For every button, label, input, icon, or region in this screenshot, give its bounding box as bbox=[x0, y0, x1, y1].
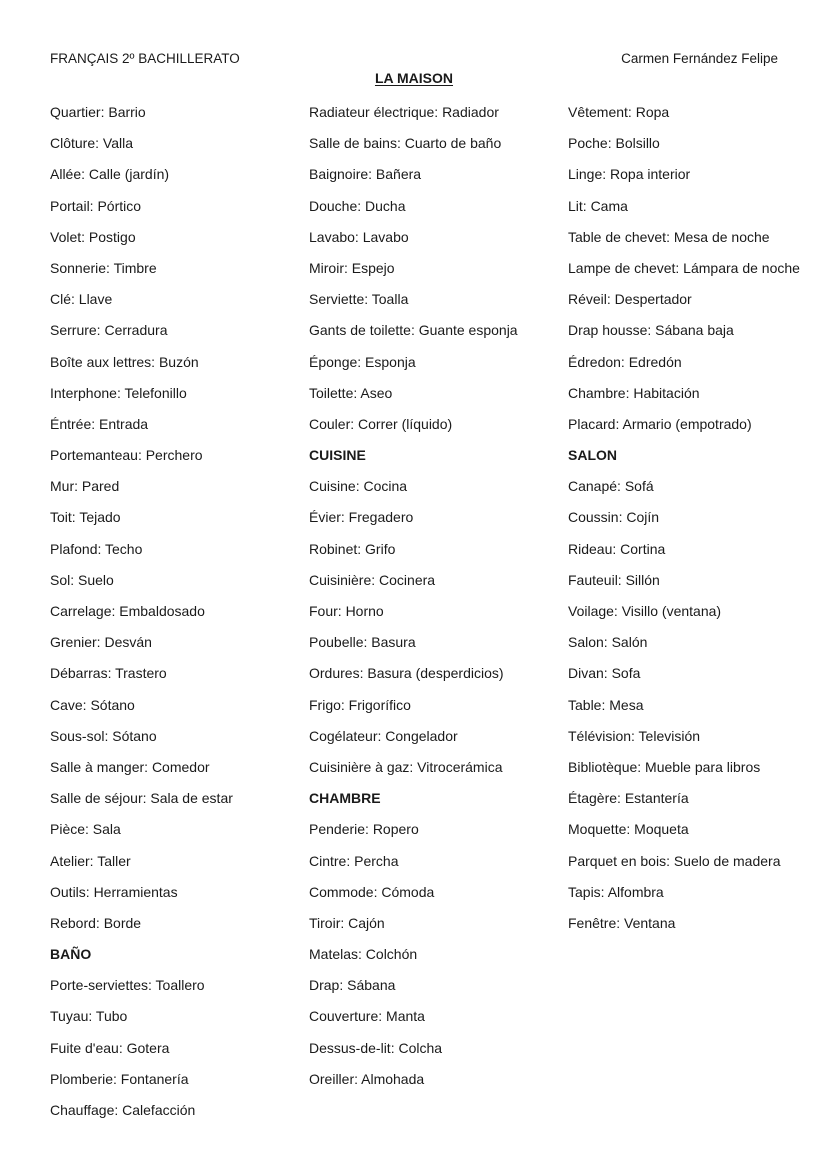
vocab-entry: Sous-sol: Sótano bbox=[50, 727, 157, 744]
vocab-entry: Cogélateur: Congelador bbox=[309, 727, 458, 744]
author-name: Carmen Fernández Felipe bbox=[621, 51, 778, 66]
vocab-column-3 bbox=[568, 102, 808, 944]
vocab-entry: Interphone: Telefonillo bbox=[50, 384, 187, 401]
vocab-entry: Fauteuil: Sillón bbox=[568, 571, 660, 588]
vocab-column-1 bbox=[50, 102, 290, 1131]
page-title: LA MAISON bbox=[374, 70, 454, 86]
vocab-entry: Salon: Salón bbox=[568, 634, 648, 651]
vocab-entry: Linge: Ropa interior bbox=[568, 166, 691, 183]
vocab-entry: Frigo: Frigorífico bbox=[309, 696, 411, 713]
vocab-entry: Édredon: Edredón bbox=[568, 353, 682, 370]
vocab-entry: Plafond: Techo bbox=[50, 540, 143, 557]
vocab-entry: Rebord: Borde bbox=[50, 914, 142, 931]
section-heading: CUISINE bbox=[309, 447, 366, 464]
vocab-entry: Douche: Ducha bbox=[309, 197, 406, 214]
vocab-entry: Canapé: Sofá bbox=[568, 478, 654, 495]
vocab-entry: Allée: Calle (jardín) bbox=[50, 166, 170, 183]
vocab-entry: Porte-serviettes: Toallero bbox=[50, 977, 205, 994]
vocab-entry: Parquet en bois: Suelo de madera bbox=[568, 852, 781, 869]
vocab-column-2 bbox=[309, 102, 549, 1100]
section-heading: BAÑO bbox=[50, 946, 92, 963]
vocab-entry: Mur: Pared bbox=[50, 478, 120, 495]
vocab-entry: Vêtement: Ropa bbox=[568, 104, 670, 120]
vocab-entry: Évier: Fregadero bbox=[309, 509, 414, 526]
vocab-entry: Salle de séjour: Sala de estar bbox=[50, 790, 233, 807]
vocab-entry: Débarras: Trastero bbox=[50, 665, 167, 682]
vocab-entry: Lavabo: Lavabo bbox=[309, 228, 409, 245]
vocab-entry: Lit: Cama bbox=[568, 197, 628, 214]
vocab-entry: Carrelage: Embaldosado bbox=[50, 603, 205, 619]
vocab-entry: Tapis: Alfombra bbox=[568, 883, 664, 900]
vocab-entry: Fuite d'eau: Gotera bbox=[50, 1039, 170, 1056]
vocab-entry: Boîte aux lettres: Buzón bbox=[50, 353, 199, 370]
vocab-entry: Miroir: Espejo bbox=[309, 259, 395, 276]
vocab-entry: Table de chevet: Mesa de noche bbox=[568, 228, 770, 245]
vocab-entry: Salle de bains: Cuarto de baño bbox=[309, 135, 502, 152]
vocab-entry: Serrure: Cerradura bbox=[50, 322, 168, 339]
vocab-entry: Robinet: Grifo bbox=[309, 540, 396, 557]
vocab-entry: Grenier: Desván bbox=[50, 634, 152, 651]
vocab-entry: Penderie: Ropero bbox=[309, 821, 419, 838]
vocab-entry: Tuyau: Tubo bbox=[50, 1008, 128, 1025]
vocab-entry: Oreiller: Almohada bbox=[309, 1070, 425, 1087]
vocab-entry: Couverture: Manta bbox=[309, 1008, 425, 1025]
vocab-entry: Réveil: Despertador bbox=[568, 291, 692, 308]
vocab-entry: Rideau: Cortina bbox=[568, 540, 666, 557]
vocab-entry: Gants de toilette: Guante esponja bbox=[309, 322, 518, 339]
vocab-entry: Matelas: Colchón bbox=[309, 946, 418, 963]
vocab-entry: Cuisine: Cocina bbox=[309, 478, 408, 495]
vocab-entry: Drap: Sábana bbox=[309, 977, 396, 994]
vocab-entry: Chambre: Habitación bbox=[568, 384, 700, 401]
vocab-entry: Portail: Pórtico bbox=[50, 197, 142, 214]
vocab-entry: Lampe de chevet: Lámpara de noche bbox=[568, 259, 800, 276]
vocab-entry: Étagère: Estantería bbox=[568, 790, 689, 807]
vocab-entry: Fenêtre: Ventana bbox=[568, 914, 676, 931]
vocab-entry: Sonnerie: Timbre bbox=[50, 259, 157, 276]
vocab-entry: Tiroir: Cajón bbox=[309, 914, 385, 931]
vocab-entry: Chauffage: Calefacción bbox=[50, 1102, 196, 1118]
vocab-entry: Plomberie: Fontanería bbox=[50, 1070, 189, 1087]
vocab-entry: Toit: Tejado bbox=[50, 509, 121, 526]
vocab-entry: Cuisinière: Cocinera bbox=[309, 571, 436, 588]
vocab-entry: Drap housse: Sábana baja bbox=[568, 322, 734, 339]
section-heading: CHAMBRE bbox=[309, 790, 381, 807]
vocab-entry: Cuisinière à gaz: Vitrocerámica bbox=[309, 758, 503, 775]
vocab-entry: Sol: Suelo bbox=[50, 571, 114, 588]
vocab-entry: Voilage: Visillo (ventana) bbox=[568, 603, 722, 619]
vocab-entry: Divan: Sofa bbox=[568, 665, 641, 682]
vocab-entry: Bibliotèque: Mueble para libros bbox=[568, 758, 761, 775]
vocab-entry: Éntrée: Entrada bbox=[50, 415, 149, 432]
vocab-entry: Portemanteau: Perchero bbox=[50, 447, 203, 464]
section-heading: SALON bbox=[568, 447, 617, 464]
vocab-entry: Clé: Llave bbox=[50, 291, 113, 308]
vocab-entry: Moquette: Moqueta bbox=[568, 821, 689, 838]
vocab-entry: Dessus-de-lit: Colcha bbox=[309, 1039, 443, 1056]
vocab-entry: Volet: Postigo bbox=[50, 228, 136, 245]
vocab-entry: Serviette: Toalla bbox=[309, 291, 409, 308]
vocab-entry: Télévision: Televisión bbox=[568, 727, 701, 744]
vocab-entry: Quartier: Barrio bbox=[50, 104, 146, 120]
vocab-entry: Placard: Armario (empotrado) bbox=[568, 415, 752, 432]
vocab-entry: Cave: Sótano bbox=[50, 696, 135, 713]
vocab-entry: Commode: Cómoda bbox=[309, 883, 435, 900]
vocab-entry: Cintre: Percha bbox=[309, 852, 399, 869]
vocab-entry: Poubelle: Basura bbox=[309, 634, 416, 651]
vocab-entry: Pièce: Sala bbox=[50, 821, 121, 838]
vocab-entry: Couler: Correr (líquido) bbox=[309, 415, 453, 432]
vocab-entry: Salle à manger: Comedor bbox=[50, 758, 210, 775]
vocab-entry: Outils: Herramientas bbox=[50, 883, 178, 900]
vocab-entry: Four: Horno bbox=[309, 603, 384, 619]
vocab-entry: Radiateur électrique: Radiador bbox=[309, 104, 499, 120]
vocab-entry: Toilette: Aseo bbox=[309, 384, 393, 401]
vocab-entry: Table: Mesa bbox=[568, 696, 644, 713]
vocab-entry: Coussin: Cojín bbox=[568, 509, 660, 526]
vocab-entry: Poche: Bolsillo bbox=[568, 135, 660, 152]
vocab-entry: Clôture: Valla bbox=[50, 135, 134, 152]
course-label: FRANÇAIS 2º BACHILLERATO bbox=[50, 51, 240, 66]
vocab-entry: Éponge: Esponja bbox=[309, 353, 416, 370]
vocab-entry: Ordures: Basura (desperdicios) bbox=[309, 665, 504, 682]
vocab-entry: Atelier: Taller bbox=[50, 852, 131, 869]
vocab-entry: Baignoire: Bañera bbox=[309, 166, 422, 183]
